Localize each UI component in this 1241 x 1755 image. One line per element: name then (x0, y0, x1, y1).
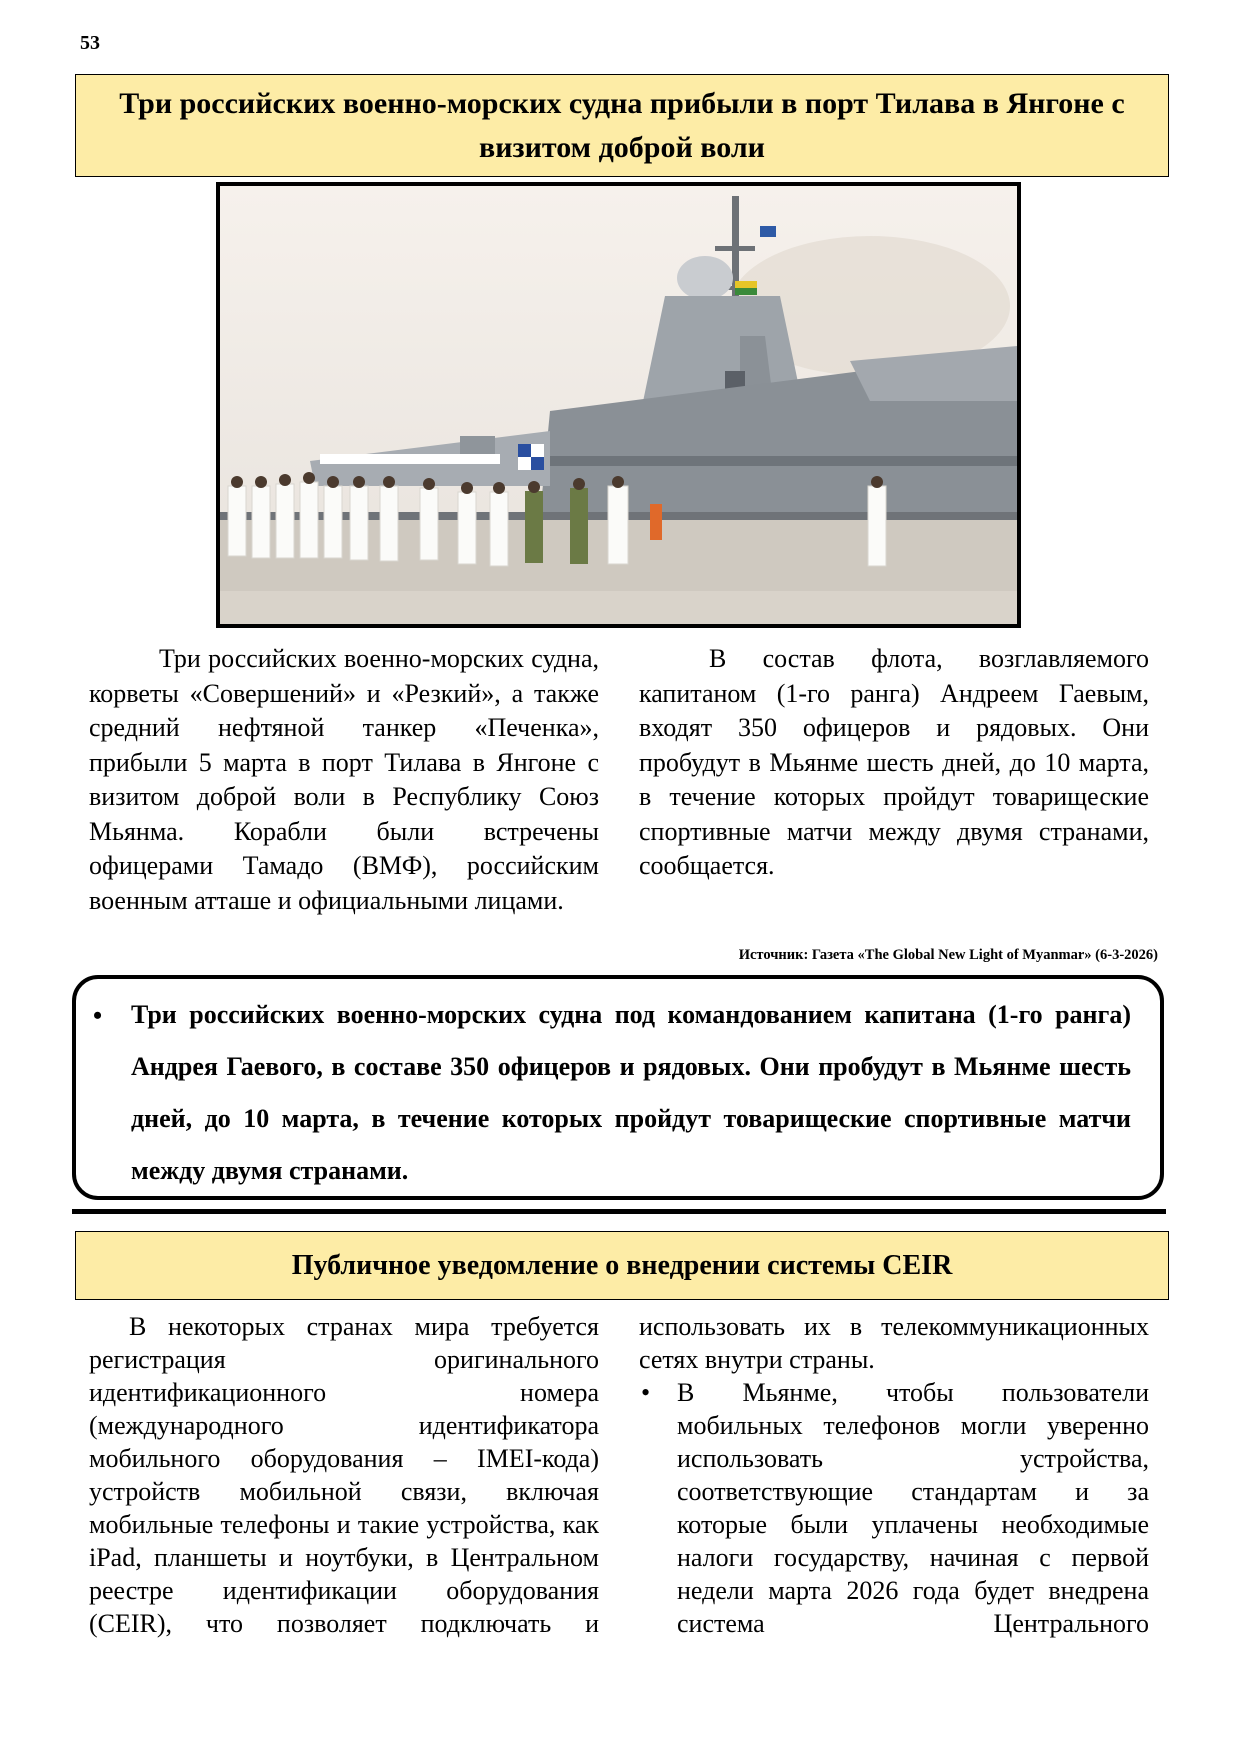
article-paragraph: В состав флота, возглавляемого капитаном (1-го ранга) Андреем Гаевым, входят 350 офицеров и рядовых. Они пробудут в Мьянме шесть дней, до 10 марта, в течение которых пройдут товарищеские спортивные матчи между двумя странами, сообщается. (639, 644, 1149, 880)
bullet-icon: • (641, 1378, 651, 1407)
bullet-icon: • (93, 1001, 103, 1030)
article-title (75, 1231, 1169, 1300)
article-left-column (89, 642, 599, 918)
article-right-column (639, 642, 1149, 884)
page-number: 53 (80, 32, 100, 54)
list-item (639, 1376, 1149, 1640)
source-citation: Источник: Газета «The Global New Light of Myanmar» (6-3-2026) (738, 947, 1158, 963)
list-item-text: В Мьянме, чтобы пользователи мобильных телефонов могли уверенно использовать устройства, соответствующие стандартам и за которые были уплачены необходимые налоги государству, начиная с первой недели марта 2026 года будет внедрена система Центрального (677, 1378, 1149, 1638)
article-left-column (89, 1310, 599, 1640)
article-right-column (639, 1310, 1149, 1640)
news-photo (216, 182, 1021, 628)
article-paragraph: В некоторых странах мира требуется регистрация оригинального идентификационного номера (международного идентификатора мобильного оборудования – IMEI-кода) устройств мобильной связи, включая мобильные телефоны и такие устройства, как iPad, планшеты и ноутбуки, в Центральном реестре идентификации оборудования (CEIR), что позволяет подключать и (89, 1312, 599, 1638)
article-paragraph: использовать их в телекоммуникационных сетях внутри страны. (639, 1312, 1149, 1374)
article-paragraph: Три российских военно-морских судна, корветы «Совершений» и «Резкий», а также средний нефтяной танкер «Печенка», прибыли 5 марта в порт Тилава в Янгоне с визитом доброй воли в Республику Союз Мьянма. Корабли были встречены офицерами Тамадо (ВМФ), российским военным атташе и официальными лицами. (89, 644, 599, 915)
article-title (75, 74, 1169, 177)
summary-box (72, 975, 1164, 1200)
article-title-text: Публичное уведомление о внедрении системы CEIR (291, 1249, 953, 1281)
warship-illustration (220, 186, 1017, 624)
article-title-text: Три российских военно-морских судна прибыли в порт Тилава в Янгоне с визитом доброй воли (119, 87, 1125, 164)
summary-item: Три российских военно-морских судна под командованием капитана (1-го ранга) Андрея Гаевого, в составе 350 офицеров и рядовых. Они пробудут в Мьянме шесть дней, до 10 марта, в течение которых пройдут товарищеские спортивные матчи между двумя странами. (131, 1000, 1131, 1185)
section-divider (72, 1209, 1166, 1214)
